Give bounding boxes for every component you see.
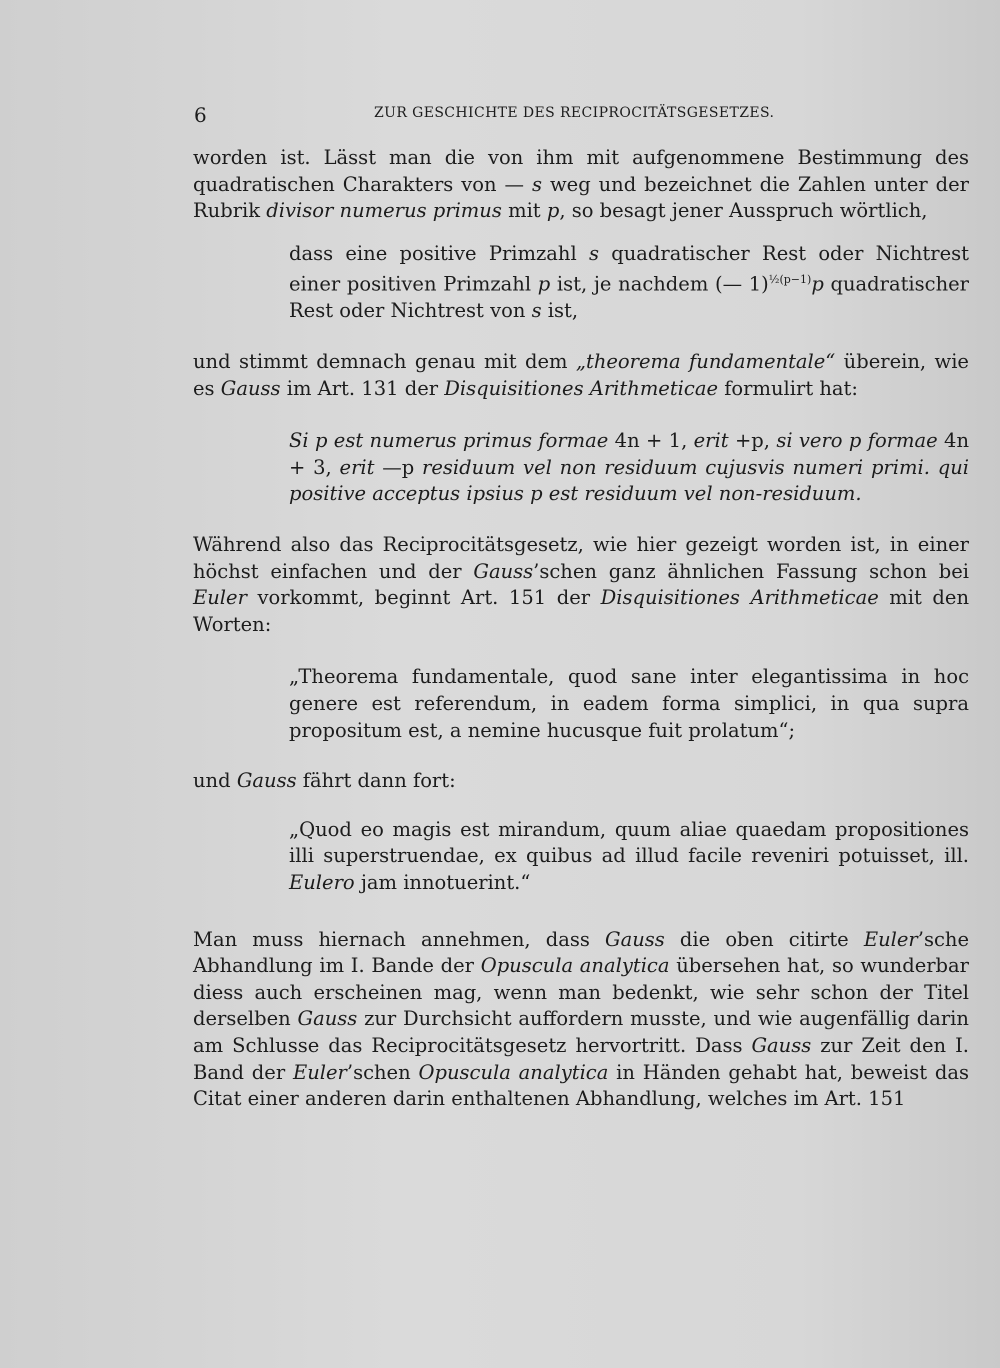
page-header [194,103,974,129]
italic-span: Gauss [751,1033,812,1057]
text-span: im Art. 131 der [280,376,445,400]
text-span: mit [501,199,547,223]
text-span: , so besagt jener Ausspruch wörtlich, [559,199,928,223]
italic-span: s [531,172,542,196]
italic-span: Disquisitiones Arithmeticae [444,376,719,400]
exponent: ½(p−1) [768,273,812,287]
quote-block-4 [289,817,969,897]
italic-span: Gauss [605,927,665,951]
quote-block-3 [289,664,969,744]
italic-span: Gauss [297,1007,358,1031]
text-span: vorkommt, beginnt Art. 151 der [246,586,601,610]
paragraph-4 [193,768,969,795]
paragraph-5 [193,927,969,1113]
text-span: Si p est numerus primus formae [289,429,615,453]
formula-span: +p, [734,429,770,453]
text-span: dass eine positive Primzahl [289,241,589,265]
text-span: zur Zeit den I. Band der [193,1033,970,1084]
text-span: übersehen hat, so wunderbar diess auch erscheinen mag, wenn man bedenkt, wie sehr schon der Titel derselben [193,954,969,1031]
italic-span: Disquisitiones Arithmeticae [600,586,879,610]
paragraph-1 [193,145,969,225]
text-span: Während also das Reciprocitätsgesetz, wie hier gezeigt worden ist, in einer höchst einfachen und der [193,533,969,583]
text-span: residuum vel non residuum cujusvis numeri primi. qui positive acceptus ipsius p est residuum vel non-residuum. [289,455,969,506]
text-span: worden ist. Lässt man die von ihm mit aufgenommene Bestimmung des quadratischen Charakters von — [193,146,969,196]
quote-block-1 [289,241,969,325]
text-span: formulirt hat: [718,376,858,400]
text-span: erit [331,455,383,479]
text-span: erit [687,429,735,453]
text-span: ’schen [346,1060,419,1084]
italic-span: Euler [193,586,247,610]
italic-span: p [537,272,551,296]
text-span: überein, wie es [193,350,969,400]
italic-span: Gauss [473,559,534,583]
page-body [193,145,969,1139]
formula-span: 4n + 1, [614,429,688,453]
italic-span: Eulero [289,870,355,894]
page-number: 6 [194,103,207,127]
italic-span: Opuscula analytica [418,1060,609,1084]
paragraph-3 [193,532,969,638]
text-span: und stimmt demnach genau mit dem [193,350,576,374]
italic-span: p [546,199,560,223]
formula-span: 4n + 3, [289,429,969,479]
text-span: ’sche Abhandlung im I. Bande der [193,927,969,978]
quote-2-text [289,428,969,508]
italic-span: s [588,241,599,265]
text-span: „Quod eo magis est mirandum, quum aliae quaedam propositiones illi superstruendae, ex quibus ad illud facile reveniri potuisset, ill. [289,817,969,868]
text-span: ist, je nachdem (— 1) [550,272,769,296]
italic-span: „theorema fundamentale“ [575,350,836,374]
text-span: weg und bezeichnet die Zahlen unter der Rubrik [193,172,969,223]
italic-span: Gauss [236,769,297,793]
text-span: si vero p formae [769,429,945,453]
text-span: und [193,769,237,793]
text-span: Man muss hiernach annehmen, dass [193,927,605,951]
text-span: ’schen ganz ähnlichen Fassung schon bei [533,559,969,583]
quote-1-text [289,241,969,325]
italic-span: divisor numerus primus [266,199,502,223]
text-span: in Händen gehabt hat, beweist das Citat einer anderen darin enthaltenen Abhandlung, welches im Art. 151 [193,1060,969,1111]
paragraph-2 [193,349,969,402]
italic-span: p [811,272,824,296]
italic-span: Euler [292,1060,347,1084]
text-span: quadratischer Rest oder Nichtrest einer positiven Primzahl [289,241,969,296]
quote-block-2 [289,428,969,508]
formula-span: —p [382,455,415,479]
text-span: ist, [541,299,579,323]
italic-span: s [531,299,542,323]
italic-span: Opuscula analytica [480,954,670,978]
text-span: quadratischer Rest oder Nichtrest von [289,272,969,323]
text-span: fährt dann fort: [296,769,456,793]
text-span: die oben citirte [664,927,864,951]
text-span: jam innotuerint.“ [354,870,531,894]
running-title: ZUR GESCHICHTE DES RECIPROCITÄTSGESETZES. [374,105,775,121]
quote-4-text [289,817,969,897]
italic-span: Gauss [220,376,281,400]
quote-3-text: „Theorema fundamentale, quod sane inter elegantissima in hoc genere est referendum, in eadem forma simplici, in qua supra propositum est, a nemine hucusque fuit prolatum“; [289,665,969,742]
text-span: zur Durchsicht auffordern musste, und wie augenfällig darin am Schlusse das Reciprocitätsgesetz hervortritt. Dass [193,1007,969,1057]
italic-span: Euler [863,927,918,951]
text-span: mit den Worten: [193,586,969,636]
